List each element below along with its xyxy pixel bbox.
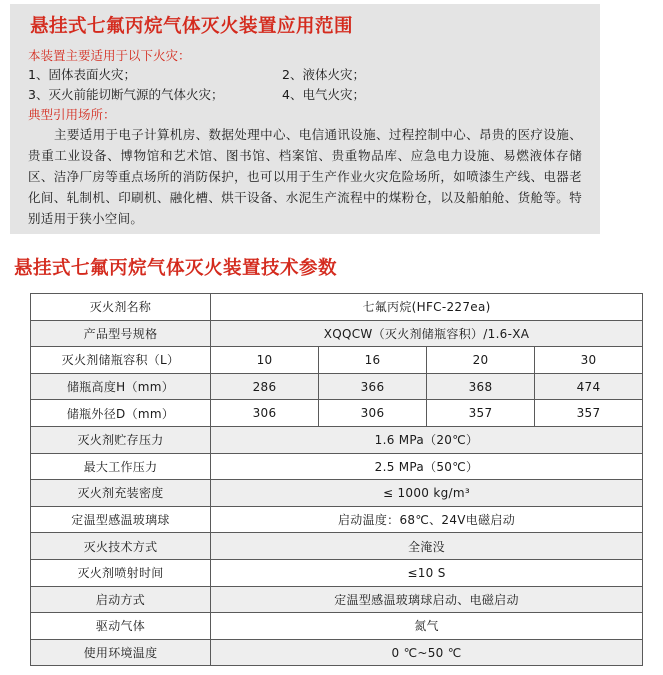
param-value: ≤ 1000 kg/m³ bbox=[211, 480, 643, 507]
param-label: 定温型感温玻璃球 bbox=[31, 506, 211, 533]
param-value-cell: 357 bbox=[427, 400, 535, 427]
fire-types-row bbox=[28, 65, 582, 85]
params-row bbox=[31, 294, 643, 321]
param-value: ≤10 S bbox=[211, 559, 643, 586]
fire-type-item: 2、液体火灾； bbox=[282, 67, 365, 82]
param-label: 产品型号规格 bbox=[31, 320, 211, 347]
params-table bbox=[30, 293, 643, 666]
param-label: 灭火剂名称 bbox=[31, 294, 211, 321]
applicable-fires-heading: 本装置主要适用于以下火灾： bbox=[28, 48, 191, 63]
param-value-cell: 10 bbox=[211, 347, 319, 374]
params-row bbox=[31, 586, 643, 613]
fire-types-row bbox=[28, 85, 582, 105]
params-row bbox=[31, 400, 643, 427]
params-row bbox=[31, 533, 643, 560]
fire-type-item: 3、灭火前能切断气源的气体火灾； bbox=[28, 87, 224, 102]
param-label: 灭火剂充装密度 bbox=[31, 480, 211, 507]
params-row bbox=[31, 506, 643, 533]
param-label: 使用环境温度 bbox=[31, 639, 211, 666]
param-value-cell: 16 bbox=[319, 347, 427, 374]
params-row bbox=[31, 320, 643, 347]
params-row bbox=[31, 347, 643, 374]
param-label: 灭火剂储瓶容积（L） bbox=[31, 347, 211, 374]
param-value: 七氟丙烷(HFC-227ea) bbox=[211, 294, 643, 321]
typical-sites-heading: 典型引用场所： bbox=[28, 107, 116, 122]
params-row bbox=[31, 480, 643, 507]
params-row bbox=[31, 426, 643, 453]
param-value-cell: 306 bbox=[319, 400, 427, 427]
param-label: 灭火剂贮存压力 bbox=[31, 426, 211, 453]
param-label: 最大工作压力 bbox=[31, 453, 211, 480]
param-value-cell: 306 bbox=[211, 400, 319, 427]
params-row bbox=[31, 373, 643, 400]
params-title: 悬挂式七氟丙烷气体灭火装置技术参数 bbox=[14, 258, 338, 279]
param-value-cell: 357 bbox=[535, 400, 643, 427]
fire-type-item: 1、固体表面火灾； bbox=[28, 67, 136, 82]
param-value-cell: 30 bbox=[535, 347, 643, 374]
params-row bbox=[31, 613, 643, 640]
param-label: 启动方式 bbox=[31, 586, 211, 613]
param-value-cell: 474 bbox=[535, 373, 643, 400]
param-label: 灭火技术方式 bbox=[31, 533, 211, 560]
param-label: 储瓶外径D（mm） bbox=[31, 400, 211, 427]
params-row bbox=[31, 639, 643, 666]
params-row bbox=[31, 453, 643, 480]
scope-title: 悬挂式七氟丙烷气体灭火装置应用范围 bbox=[30, 16, 354, 37]
fire-type-item: 4、电气火灾； bbox=[282, 87, 365, 102]
param-label: 储瓶高度H（mm） bbox=[31, 373, 211, 400]
typical-sites-paragraph: 主要适用于电子计算机房、数据处理中心、电信通讯设施、过程控制中心、昂贵的医疗设施、贵重工业设备、博物馆和艺术馆、图书馆、档案馆、贵重物品库、应急电力设施、易燃液体存储区、洁净厂房等重点场所的消防保护，也可以用于生产作业火灾危险场所，如喷漆生产线、电器老化间、轧制机、印刷机、融化槽、烘干设备、水泥生产流程中的煤粉仓，以及船舶舱、货舱等。特别适用于狭小空间。 bbox=[28, 127, 582, 226]
param-label: 灭火剂喷射时间 bbox=[31, 559, 211, 586]
param-value: 定温型感温玻璃球启动、电磁启动 bbox=[211, 586, 643, 613]
param-value-cell: 366 bbox=[319, 373, 427, 400]
param-value: 0 ℃~50 ℃ bbox=[211, 639, 643, 666]
param-value: 氮气 bbox=[211, 613, 643, 640]
application-scope-panel bbox=[10, 4, 600, 234]
param-label: 驱动气体 bbox=[31, 613, 211, 640]
param-value: 启动温度：68℃、24V电磁启动 bbox=[211, 506, 643, 533]
param-value: 2.5 MPa（50℃） bbox=[211, 453, 643, 480]
param-value-cell: 368 bbox=[427, 373, 535, 400]
param-value-cell: 286 bbox=[211, 373, 319, 400]
param-value: XQQCW（灭火剂储瓶容积）/1.6-XA bbox=[211, 320, 643, 347]
param-value-cell: 20 bbox=[427, 347, 535, 374]
param-value: 1.6 MPa（20℃） bbox=[211, 426, 643, 453]
param-value: 全淹没 bbox=[211, 533, 643, 560]
params-row bbox=[31, 559, 643, 586]
